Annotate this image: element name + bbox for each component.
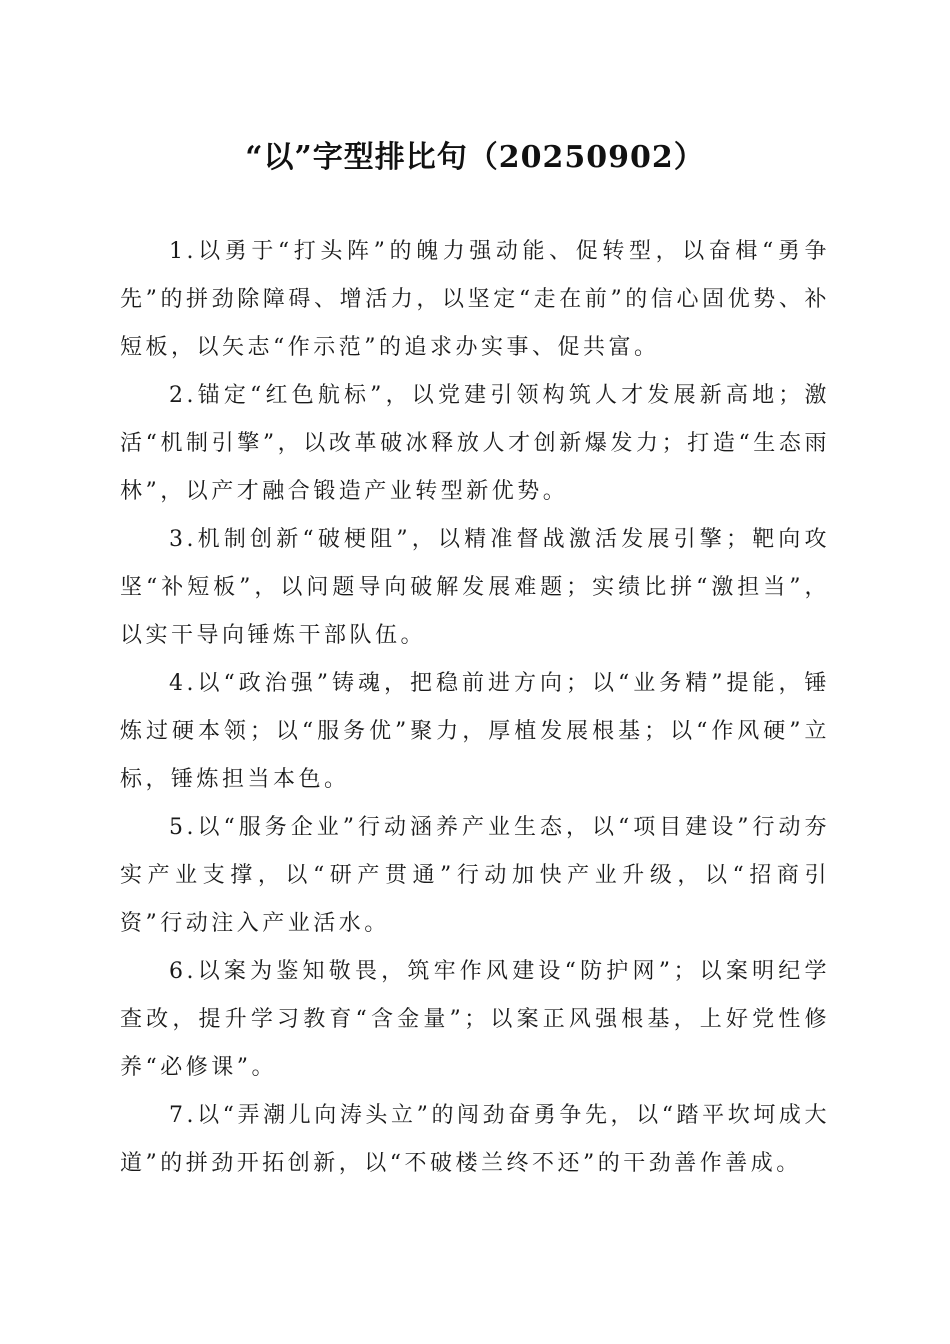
document-title: “以”字型排比句（20250902） <box>245 140 705 175</box>
paragraph-4: 4.以“政治强”铸魂，把稳前进方向；以“业务精”提能，锤炼过硬本领；以“服务优”聚力，厚植发展根基；以“作风硬”立标，锤炼担当本色。 <box>120 671 830 792</box>
document-body <box>120 228 830 1188</box>
paragraph-7: 7.以“弄潮儿向涛头立”的闯劲奋勇争先，以“踏平坎坷成大道”的拼劲开拓创新，以“不破楼兰终不还”的干劲善作善成。 <box>120 1103 830 1176</box>
paragraph-5: 5.以“服务企业”行动涵养产业生态，以“项目建设”行动夯实产业支撑，以“研产贯通”行动加快产业升级，以“招商引资”行动注入产业活水。 <box>120 815 830 936</box>
paragraph-3: 3.机制创新“破梗阻”，以精准督战激活发展引擎；靶向攻坚“补短板”，以问题导向破解发展难题；实绩比拼“激担当”，以实干导向锤炼干部队伍。 <box>120 527 830 648</box>
paragraph-6: 6.以案为鉴知敬畏，筑牢作风建设“防护网”；以案明纪学查改，提升学习教育“含金量”；以案正风强根基，上好党性修养“必修课”。 <box>120 959 830 1080</box>
paragraph-2: 2.锚定“红色航标”，以党建引领构筑人才发展新高地；激活“机制引擎”，以改革破冰释放人才创新爆发力；打造“生态雨林”，以产才融合锻造产业转型新优势。 <box>120 383 830 504</box>
paragraph-1: 1.以勇于“打头阵”的魄力强动能、促转型，以奋楫“勇争先”的拼劲除障碍、增活力，以坚定“走在前”的信心固优势、补短板，以矢志“作示范”的追求办实事、促共富。 <box>120 239 830 360</box>
